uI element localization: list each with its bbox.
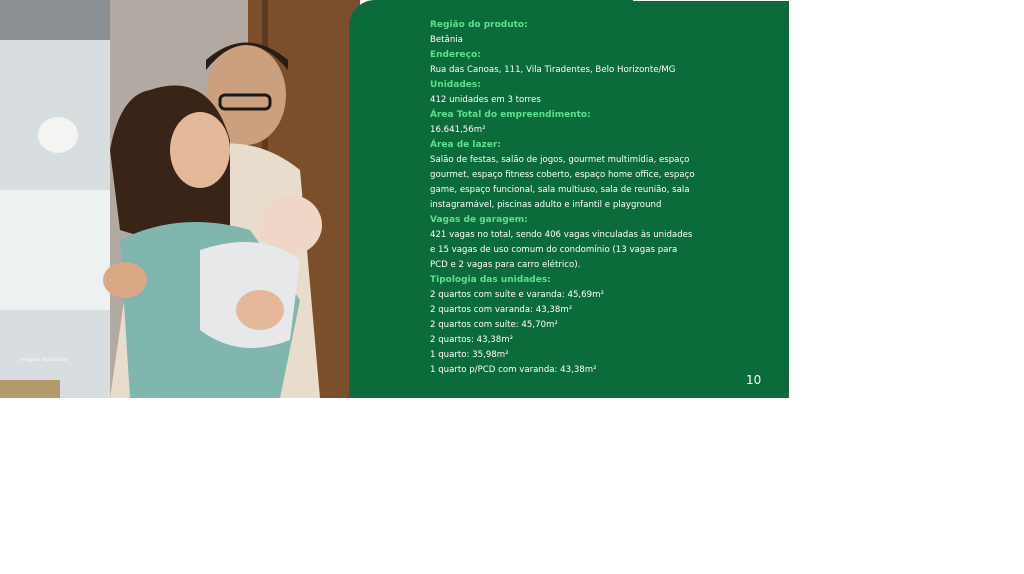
vagas-line: 421 vagas no total, sendo 406 vagas vinculadas às unidades	[430, 230, 693, 240]
image-caption: Imagem Ilustrativa	[20, 357, 68, 363]
vagas-label: Vagas de garagem:	[430, 215, 528, 225]
tipologia-item: 1 quarto: 35,98m²	[430, 350, 509, 360]
area-total-label: Área Total do empreendimento:	[430, 110, 591, 120]
top-divider	[633, 0, 789, 1]
area-total-value: 16.641,56m²	[430, 125, 486, 135]
family-photo	[0, 0, 360, 398]
regiao-label: Região do produto:	[430, 20, 528, 30]
page-number: 10	[746, 373, 762, 387]
endereco-value: Rua das Canoas, 111, Vila Tiradentes, Belo Horizonte/MG	[430, 65, 676, 75]
tipologia-item: 2 quartos com suíte e varanda: 45,69m²	[430, 290, 604, 300]
regiao-value: Betânia	[430, 35, 463, 45]
tipologia-item: 1 quarto p/PCD com varanda: 43,38m²	[430, 365, 597, 375]
tipologia-item: 2 quartos com suíte: 45,70m²	[430, 320, 558, 330]
area-lazer-line: game, espaço funcional, sala multiuso, sala de reunião, sala	[430, 185, 690, 195]
family-illustration	[0, 0, 360, 398]
endereco-label: Endereço:	[430, 50, 481, 60]
area-lazer-line: Salão de festas, salão de jogos, gourmet multimídia, espaço	[430, 155, 690, 165]
vagas-line: PCD e 2 vagas para carro elétrico).	[430, 260, 581, 270]
tipologia-item: 2 quartos com varanda: 43,38m²	[430, 305, 573, 315]
area-lazer-line: instagramável, piscinas adulto e infantil e playground	[430, 200, 662, 210]
area-lazer-label: Área de lazer:	[430, 140, 501, 150]
vagas-line: e 15 vagas de uso comum do condomínio (13 vagas para	[430, 245, 678, 255]
product-info	[430, 18, 730, 378]
area-lazer-line: gourmet, espaço fitness coberto, espaço home office, espaço	[430, 170, 695, 180]
tipologia-label: Tipologia das unidades:	[430, 275, 551, 285]
unidades-label: Unidades:	[430, 80, 481, 90]
tipologia-item: 2 quartos: 43,38m²	[430, 335, 514, 345]
unidades-value: 412 unidades em 3 torres	[430, 95, 541, 105]
